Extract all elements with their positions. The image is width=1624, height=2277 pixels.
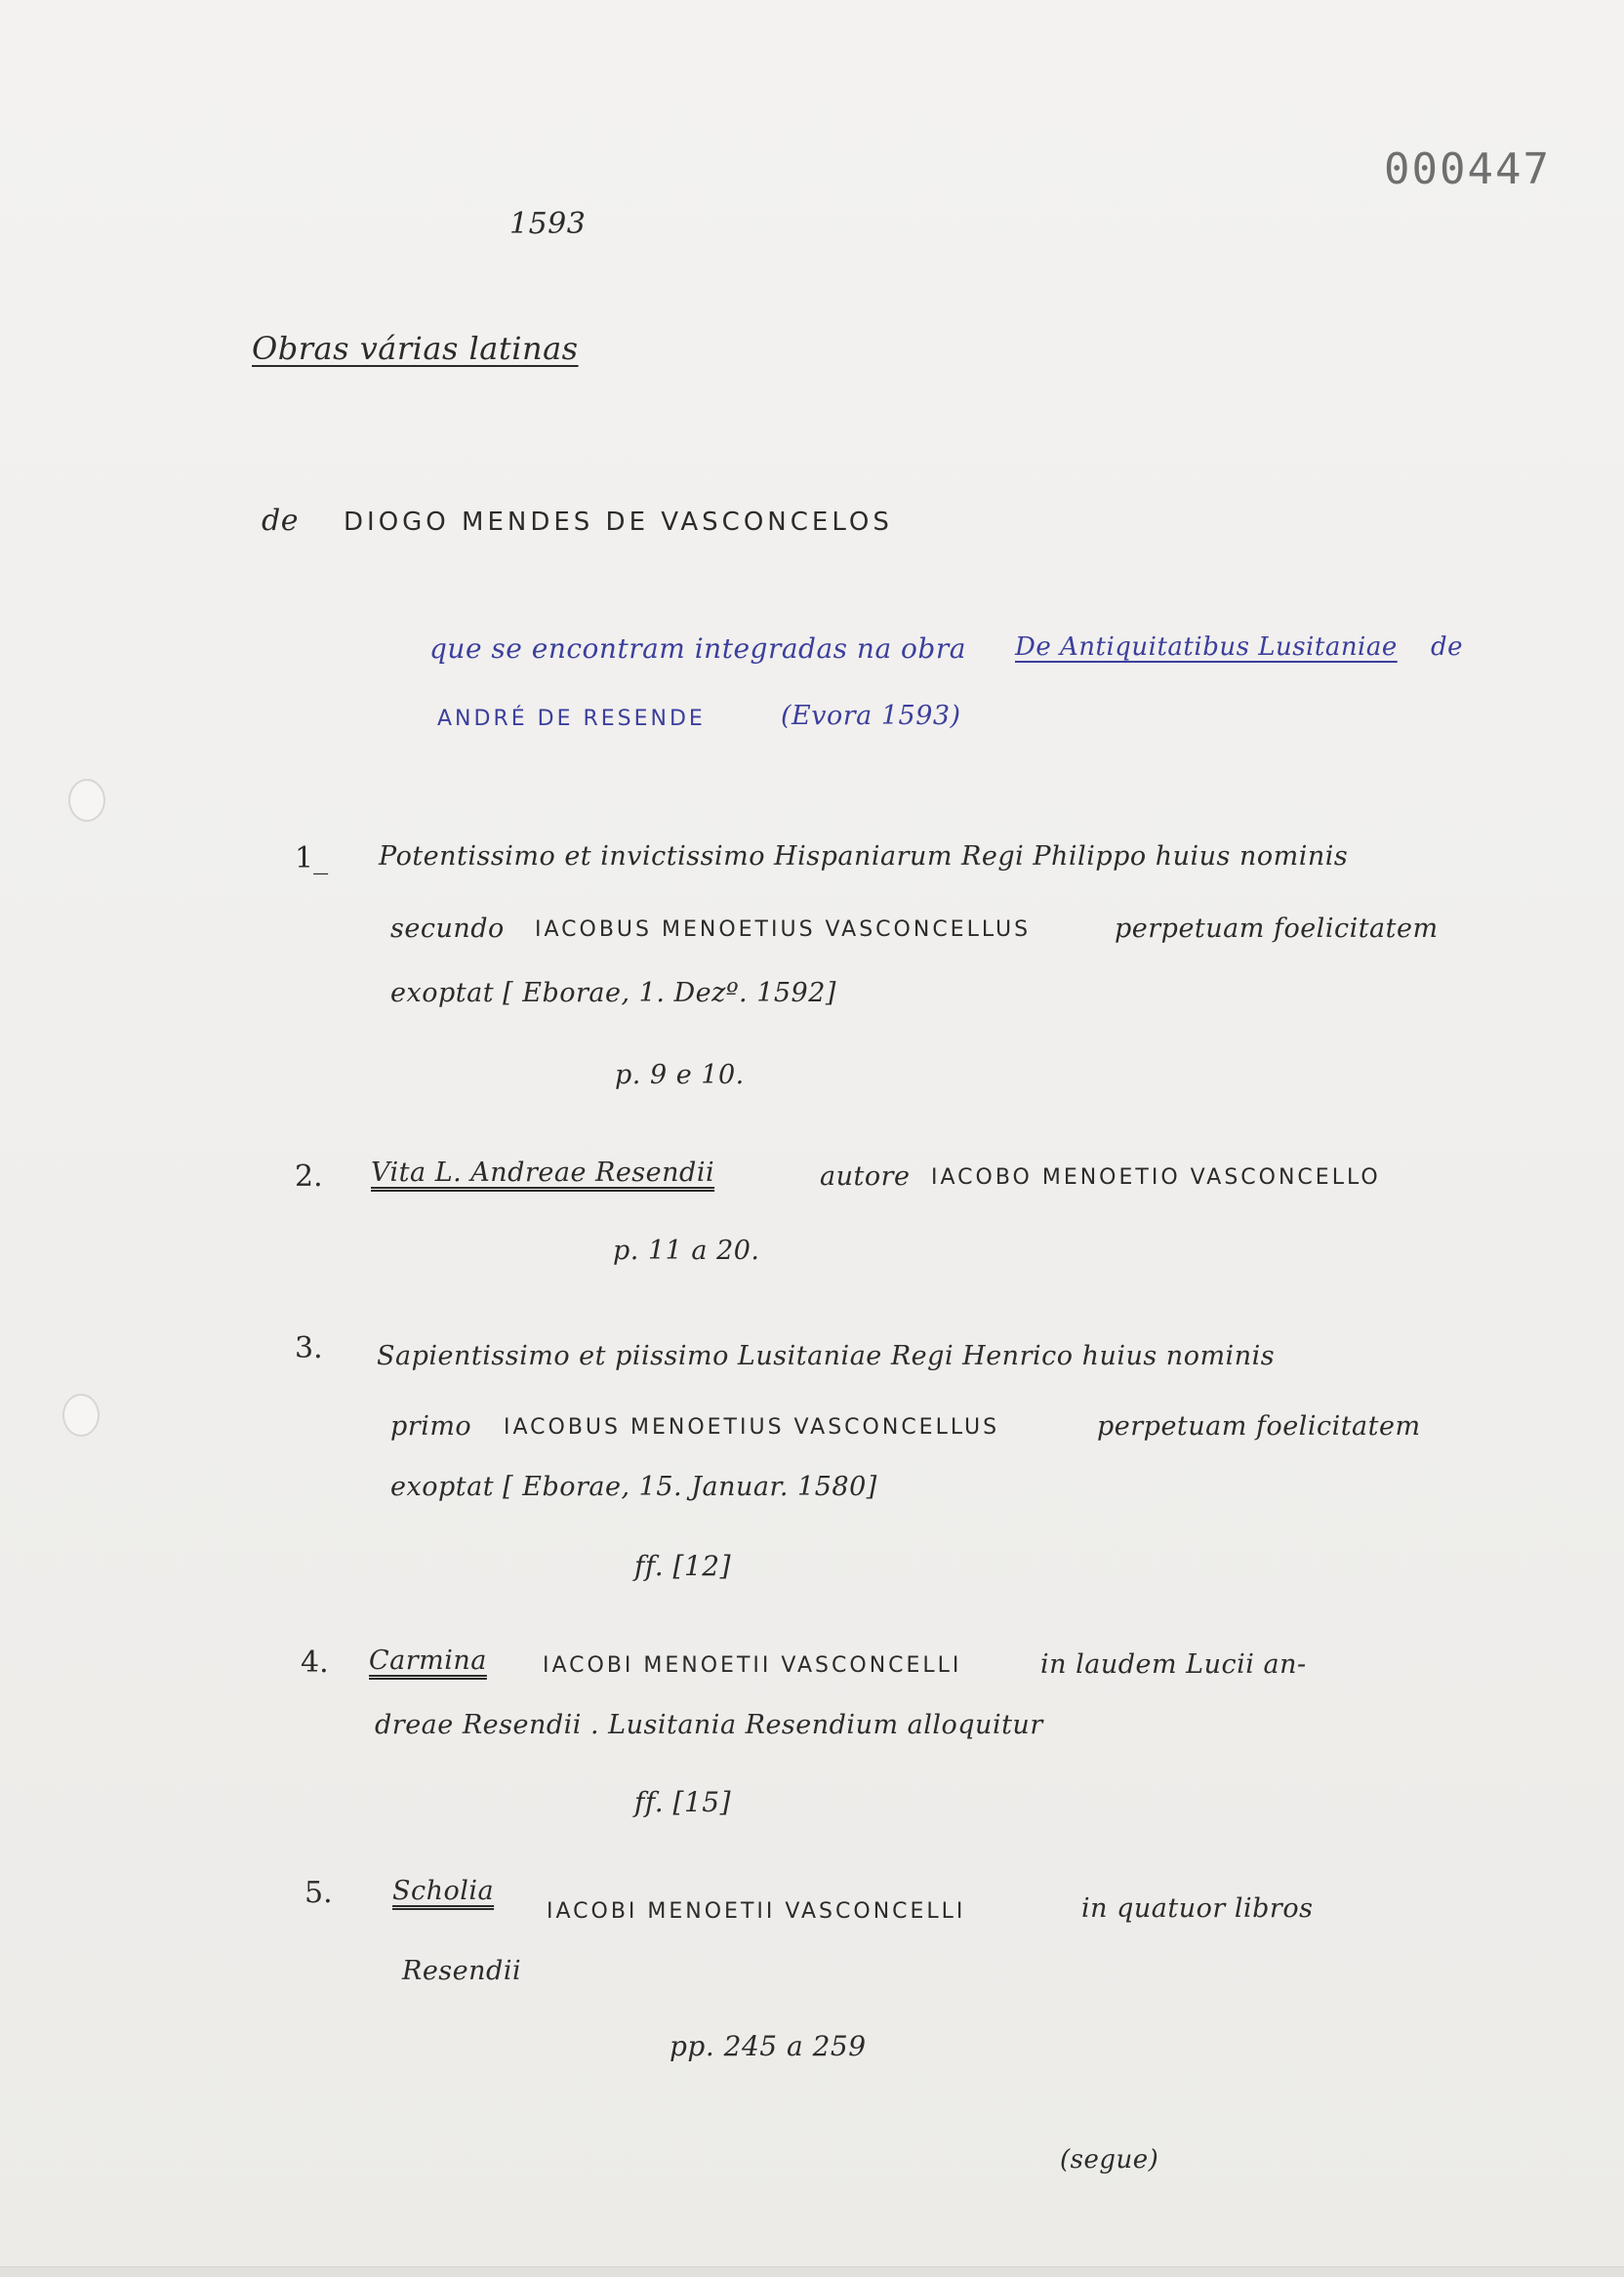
- item-3-pages: ff. [12]: [634, 1550, 732, 1582]
- item-4-number: 4.: [301, 1646, 329, 1680]
- item-5-number: 5.: [304, 1876, 333, 1910]
- item-1-line2-b: IACOBUS MENOETIUS VASCONCELLUS: [535, 917, 1032, 942]
- item-2-title: Vita L. Andreae Resendii: [371, 1158, 715, 1188]
- item-2-autore: autore: [820, 1161, 911, 1192]
- item-2-number: 2.: [295, 1159, 323, 1194]
- item-1-line1: Potentissimo et invictissimo Hispaniarum Regi Philippo huius nominis: [379, 841, 1349, 872]
- author-prefix: de: [262, 504, 299, 538]
- year: 1593: [509, 207, 587, 241]
- item-5-pages: pp. 245 a 259: [670, 2030, 867, 2062]
- item-3-line3: exoptat [ Eborae, 15. Januar. 1580]: [390, 1472, 877, 1502]
- item-4-line1-c: in laudem Lucii an-: [1040, 1649, 1307, 1680]
- item-5-line1-c: in quatuor libros: [1081, 1893, 1314, 1924]
- item-5-author: IACOBI MENOETII VASCONCELLI: [547, 1899, 966, 1924]
- item-5-line2: Resendii: [402, 1956, 522, 1986]
- punch-hole-top: [68, 779, 105, 822]
- item-5-title: Scholia: [392, 1876, 495, 1906]
- author-name: DIOGO MENDES DE VASCONCELOS: [344, 508, 893, 537]
- note-work-title: De Antiquitatibus Lusitaniae: [1015, 632, 1398, 662]
- item-3-line1: Sapientissimo et piissimo Lusitaniae Regi Henrico huius nominis: [377, 1341, 1276, 1371]
- item-4-author: IACOBI MENOETII VASCONCELLI: [543, 1653, 962, 1678]
- page-bottom-edge: [0, 2266, 1624, 2277]
- archive-stamp-number: 000447: [1384, 144, 1551, 194]
- item-4-title: Carmina: [369, 1646, 487, 1676]
- punch-hole-bottom: [62, 1394, 100, 1437]
- item-3-line2-a: primo: [390, 1411, 472, 1442]
- item-1-number: 1_: [295, 841, 329, 875]
- document-title: Obras várias latinas: [252, 330, 579, 367]
- item-2-pages: p. 11 a 20.: [613, 1236, 760, 1266]
- continuation-note: (segue): [1060, 2145, 1159, 2175]
- note-line1-a: que se encontram integradas na obra: [429, 632, 966, 665]
- item-3-number: 3.: [295, 1331, 323, 1365]
- item-1-line2-c: perpetuam foelicitatem: [1115, 914, 1439, 944]
- note-author: ANDRÉ DE RESENDE: [437, 707, 706, 731]
- item-1-line2-a: secundo: [390, 914, 505, 944]
- item-2-author: IACOBO MENOETIO VASCONCELLO: [931, 1165, 1381, 1190]
- item-1-line3: exoptat [ Eborae, 1. Dezº. 1592]: [390, 978, 836, 1008]
- item-1-pages: p. 9 e 10.: [615, 1060, 745, 1090]
- item-4-line2: dreae Resendii . Lusitania Resendium alloquitur: [375, 1710, 1043, 1740]
- item-3-line2-b: IACOBUS MENOETIUS VASCONCELLUS: [504, 1415, 1000, 1440]
- note-place-year: (Evora 1593): [781, 701, 961, 731]
- item-3-line2-c: perpetuam foelicitatem: [1097, 1411, 1421, 1442]
- note-line1-c: de: [1431, 632, 1464, 662]
- item-4-pages: ff. [15]: [634, 1786, 732, 1818]
